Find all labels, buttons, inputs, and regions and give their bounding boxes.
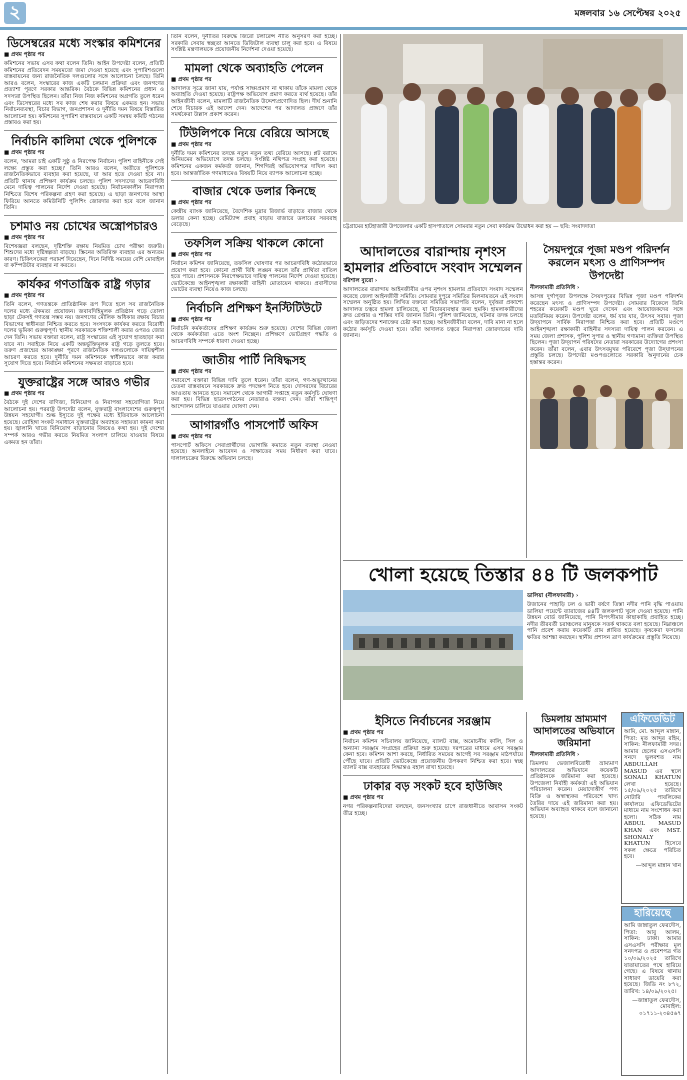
dateline: নীলফামারী প্রতিনিধি ›	[530, 752, 580, 758]
river-photo-image	[343, 590, 523, 700]
group-photo-image	[343, 34, 683, 222]
column-divider	[340, 34, 341, 1074]
puja-photo	[530, 369, 683, 449]
headline-dollar[interactable]: বাজার থেকে ডলার কিনছে	[192, 184, 316, 199]
divider	[171, 180, 337, 181]
river-photo	[343, 590, 523, 700]
article-body: কমিশনের সভায় এসব কথা বলেন তিনি। আইন উপদেষ্টা বলেন, প্রতিটি কমিশনের প্রতিবেদন সময়মতো জমা দেওয়া হয়েছে এবং সুপারিশগুলো বাস্তবায়নের জন্য রাজনৈতিক দলগুলোর সঙ্গে আলোচনা চলছে। তিনি আরও বলেন, সংস্কারের কাজ একটি চলমান প্রক্রিয়া এবং জনগণের প্রত্যাশা পূরণে সরকার আন্তরিক। বৈঠকে বিভিন্ন কমিশনের প্রধান ও সদস্যরা উপস্থিত ছিলেন। তাঁরা নিজ নিজ কমিশনের অগ্রগতি তুলে ধরেন এবং ডিসেম্বরের মধ্যে সব কাজ শেষ করার বিষয়ে একমত হন। সভায় নির্বাচনব্যবস্থা, বিচার বিভাগ, জনপ্রশাসন ও দুর্নীতি দমন বিষয়ে বিস্তারিত আলোচনা হয়। কমিশনের সুপারিশ বাস্তবায়নে একটি সমন্বয় কমিটি গঠনের প্রস্তাবও করা হয়।	[4, 61, 164, 127]
column-divider	[167, 34, 168, 1074]
column-3-lower	[343, 712, 523, 1076]
article-body: বৈঠকে দুই দেশের বাণিজ্য, বিনিয়োগ ও নিরাপত্তা সহযোগিতা নিয়ে আলোচনা হয়। পররাষ্ট্র উপদেষ্টা বলেন, যুক্তরাষ্ট্র বাংলাদেশের গুরুত্বপূর্ণ উন্নয়ন সহযোগী। শুল্ক ইস্যুতে দুই পক্ষের মধ্যে ইতিবাচক আলোচনা হয়েছে। রোহিঙ্গা সংকট সমাধানে যুক্তরাষ্ট্রের অব্যাহত সহায়তা কামনা করা হয়। জ্বালানি খাতে বিনিয়োগ বাড়ানোর বিষয়েও কথা হয়। দুই দেশের সম্পর্ক আরও গভীর করতে নিয়মিত সংলাপ চালিয়ে যাওয়ার বিষয়ে একমত হন তাঁরা।	[4, 400, 164, 446]
article-body: কেন্দ্রীয় ব্যাংক জানিয়েছে, বৈদেশিক মুদ্রার রিজার্ভ বাড়াতে বাজার থেকে ডলার কেনা হচ্ছে। রেমিট্যান্স প্রবাহ বাড়ায় বাজারে ডলারের সরবরাহ বেড়েছে।	[171, 209, 337, 229]
lost-sign: —জান্নাতুল ফেরদৌস, মোবাইল: ০১৭১১-২৩৪৫৬৭	[632, 997, 681, 1017]
article-body: বিশেষজ্ঞরা বলছেন, দৃষ্টিশক্তি রক্ষায় নিয়মিত চোখ পরীক্ষা জরুরি। শিশুদের মধ্যে দৃষ্টিস্বল্পতা বাড়ছে। স্ক্রিনের অতিরিক্ত ব্যবহার এর অন্যতম কারণ। চিকিৎসকেরা পরামর্শ দিয়েছেন, দিনে নির্দিষ্ট সময়ের বেশি মোবাইল বা কম্পিউটার ব্যবহার না করতে।	[4, 243, 164, 270]
article-body: আদালতের বারান্দায় আইনজীবীর ওপর নৃশংস হামলার প্রতিবাদে সংবাদ সম্মেলন করেছে জেলা আইনজীবী সমিতি। সোমবার দুপুরে সমিতির মিলনায়তনে এই সংবাদ সম্মেলন অনুষ্ঠিত হয়। লিখিত বক্তব্যে সমিতির সভাপতি বলেন, দুর্বৃত্তরা প্রকাশ্যে আদালত চত্বরে হামলা চালিয়েছে, যা বিচারব্যবস্থার জন্য হুমকি। হামলাকারীদের দ্রুত গ্রেপ্তার ও শাস্তির দাবি জানান তিনি। পুলিশ জানিয়েছে, ঘটনার তদন্ত চলছে এবং জড়িতদের শনাক্তের চেষ্টা করা হচ্ছে। আইনজীবীরা বলেন, দাবি মানা না হলে কঠোর কর্মসূচি দেওয়া হবে। তাঁরা আদালত চত্বরে নিরাপত্তা জোরদারের দাবি জানান।	[343, 287, 523, 340]
divider	[171, 297, 337, 298]
divider	[171, 57, 337, 58]
dateline: ■ প্রথম পৃষ্ঠার পর	[4, 391, 45, 397]
dateline: ■ প্রথম পৃষ্ঠার পর	[4, 293, 45, 300]
headline-mobile-court[interactable]: ডিমলায় ভ্রাম্যমাণ আদালতের অভিযানে জরিমানা	[533, 714, 615, 749]
section-rule	[343, 560, 683, 561]
article-body: তিনি বলেন, দুর্নীতির বিরুদ্ধে জিরো টলারেন্স নীতি অনুসরণ করা হচ্ছে। সরকারি সেবায় স্বচ্ছতা আনতে ডিজিটাল ব্যবস্থা চালু করা হবে। এ বিষয়ে সংশ্লিষ্ট মন্ত্রণালয়কে প্রয়োজনীয় নির্দেশনা দেওয়া হয়েছে।	[171, 34, 337, 54]
dateline: ■ প্রথম পৃষ্ঠার পর	[171, 76, 212, 83]
dateline: ■ প্রথম পৃষ্ঠার পর	[343, 730, 384, 736]
tista-article	[527, 592, 683, 712]
headline-police[interactable]: নির্বাচনি কালিমা থেকে পুলিশকে	[11, 133, 157, 148]
dateline: ■ প্রথম পৃষ্ঠার পর	[171, 200, 212, 207]
puja-photo-image	[530, 369, 683, 449]
lost-title: হারিয়েছে	[622, 907, 683, 921]
headline-puja-visit[interactable]: সৈয়দপুরে পূজা মণ্ডপ পরিদর্শন করলেন মৎস্য ও প্রাণিসম্পদ উপদেষ্টা	[543, 244, 670, 282]
article-body: তিনি বলেন, গণতন্ত্রকে প্রাতিষ্ঠানিক রূপ দিতে হলে সব রাজনৈতিক দলের মধ্যে ঐকমত্য প্রয়োজন। জবাবদিহিমূলক প্রতিষ্ঠান গড়ে তোলা ছাড়া টেকসই গণতন্ত্র সম্ভব নয়। জনগণের মৌলিক অধিকার রক্ষায় বিচার বিভাগের স্বাধীনতা নিশ্চিত করতে হবে। সংসদকে কার্যকর করতে বিরোধী দলের ভূমিকা গুরুত্বপূর্ণ। স্থানীয় সরকারকে শক্তিশালী করার ওপরও জোর দেন তিনি। সভায় বক্তারা বলেন, রাষ্ট্র সংস্কারের এই সুযোগ হাতছাড়া করা যাবে না। সবাইকে নিয়ে একটি অন্তর্ভুক্তিমূলক রাষ্ট্র গড়ে তুলতে হবে। তরুণ প্রজন্মের আকাঙ্ক্ষা পূরণে রাজনৈতিক দলগুলোকে দায়িত্বশীল আচরণ করতে হবে। দুর্নীতি দমন কমিশনকে স্বাধীনভাবে কাজ করার সুযোগ দিতে হবে। নির্বাচন কমিশনের সক্ষমতা বাড়াতে হবে।	[4, 302, 164, 368]
divider	[4, 130, 164, 131]
article-body: নির্বাচন কমিশন জানিয়েছে, তফসিল ঘোষণার পর আচরণবিধি কঠোরভাবে প্রয়োগ করা হবে। কোনো প্রার্থী বিধি লঙ্ঘন করলে তাঁর প্রার্থিতা বাতিল হতে পারে। প্রশাসনকে নিরপেক্ষভাবে দায়িত্ব পালনের নির্দেশ দেওয়া হয়েছে। ভোটকেন্দ্রে আইনশৃঙ্খলা রক্ষাকারী বাহিনী মোতায়েন থাকবে। প্রবাসীদের ভোটের ব্যবস্থা নিয়েও কাজ চলছে।	[171, 260, 337, 294]
divider	[4, 273, 164, 274]
issue-date: মঙ্গলবার ১৬ সেপ্টেম্বর ২০২৫	[574, 9, 681, 19]
article-body: বলেন, 'আমরা চাই একটি সুষ্ঠু ও নিরপেক্ষ নির্বাচন। পুলিশ বাহিনীকে সেই লক্ষ্যে প্রস্তুত করা হচ্ছে।' তিনি আরও বলেন, অতীতে পুলিশকে রাজনৈতিকভাবে ব্যবহার করা হয়েছে, যা আর হতে দেওয়া হবে না। প্রতিটি থানায় প্রশিক্ষণ কার্যক্রম চলছে। পুলিশ সদস্যদের আচরণবিধি মেনে দায়িত্ব পালনের নির্দেশ দেওয়া হয়েছে। নির্বাচনকালীন নিরাপত্তা নিশ্চিতে বিশেষ পরিকল্পনা গ্রহণ করা হয়েছে। এ ছাড়া জনগণের আস্থা ফিরিয়ে আনতে কমিউনিটি পুলিশিং জোরদার করা হবে বলে জানান তিনি।	[4, 158, 164, 212]
lost-notice-box	[621, 906, 684, 1076]
dateline: ■ প্রথম পৃষ্ঠার পর	[171, 368, 212, 375]
headline-jatiya-party[interactable]: জাতীয় পার্টি নিষিদ্ধসহ	[202, 352, 306, 367]
headline-tista-gates[interactable]: খোলা হয়েছে তিস্তার ৪৪ টি জলকপাট	[368, 564, 658, 586]
divider	[171, 122, 337, 123]
group-photo	[343, 34, 683, 222]
headline-usa[interactable]: যুক্তরাষ্ট্রের সঙ্গে আরও গভীর	[18, 375, 150, 389]
article-body: নির্বাচন কমিশন সচিবালয় জানিয়েছে, ব্যালট বাক্স, অমোচনীয় কালি, সিল ও অন্যান্য সরঞ্জাম সংগ্রহের প্রক্রিয়া শুরু হয়েছে। দরপত্রের মাধ্যমে এসব সরঞ্জাম কেনা হবে। কমিশন আশা করছে, নির্ধারিত সময়ের আগেই সব সরঞ্জাম মাঠপর্যায়ে পৌঁছে যাবে। প্রতিটি ভোটকেন্দ্রে প্রয়োজনীয় উপকরণ নিশ্চিত করা হবে। স্বচ্ছ ব্যালট বাক্স ব্যবহারের সিদ্ধান্তও বহাল রাখা হয়েছে।	[343, 739, 523, 772]
headline-case-acquittal[interactable]: মামলা থেকে অব্যাহতি পেলেন	[184, 60, 324, 75]
affidavit-text: আমি, মো. আব্দুল মান্নান, পিতা: মৃত আব্দুর রহিম, সাকিন: নীলফামারী সদর। আমার ছেলের এসএসসি সনদে ভুলবশত নাম ABDULLAH MASUD এর স্থলে SONALI KHATUN লেখা হয়েছে। ১৫/০৯/২০২৫ তারিখে নোটারি পাবলিকের কার্যালয়ে এফিডেভিটের মাধ্যমে নাম সংশোধন করা হলো। সঠিক নাম ABDUL MASUD KHAN এবং MST. SHONALY KHATUN হিসেবে সকল ক্ষেত্রে পরিচিত হবে।	[624, 729, 681, 861]
divider	[343, 775, 523, 776]
headline-eye[interactable]: চশমাও নয় চোখের অস্ত্রোপচারও	[10, 218, 158, 233]
dateline: ■ প্রথম পৃষ্ঠার পর	[4, 234, 45, 241]
affidavit-sign: —আব্দুল মান্নান খান	[635, 862, 681, 869]
dimla-article	[530, 712, 618, 1076]
column-divider	[526, 712, 527, 1074]
headline-democratic-state[interactable]: কার্যকর গণতান্ত্রিক রাষ্ট্র গড়ার	[17, 277, 151, 292]
lost-text: আমি জান্নাতুল ফেরদৌস, পিতা: আবু আলম, সাকিন: ঢাকা। আমার এসএসসি পরীক্ষার মূল সনদপত্র ও প্রবেশপত্র গত ১০/০৯/২০২৫ তারিখে যাতায়াতের পথে হারিয়ে গেছে। এ বিষয়ে থানায় সাধারণ ডায়েরি করা হয়েছে। জিডি নং ৮৭২, তারিখ: ১৪/০৯/২০২৫।	[624, 923, 681, 995]
headline-reform-commission[interactable]: ডিসেম্বরের মধ্যে সংস্কার কমিশনের	[7, 36, 161, 50]
headline-schedule[interactable]: তফসিল সক্রিয় থাকলে কোনো	[184, 235, 324, 250]
article-body: নগর পরিকল্পনাবিদেরা বলছেন, জনসংখ্যার চাপে রাজধানীতে আবাসন সংকট তীব্র হচ্ছে।	[343, 803, 523, 817]
divider	[171, 414, 337, 415]
dateline: ■ প্রথম পৃষ্ঠার পর	[171, 316, 212, 323]
divider	[171, 349, 337, 350]
headline-tulip[interactable]: টিউলিপকে নিয়ে বেরিয়ে আসছে	[179, 125, 329, 140]
affidavit-box	[621, 712, 684, 904]
headline-training-institute[interactable]: নির্বাচনি প্রশিক্ষণ ইনস্টিটিউটে	[186, 300, 322, 315]
column-divider	[526, 242, 527, 558]
article-body: উজানের পাহাড়ি ঢল ও ভারী বর্ষণে তিস্তা নদীর পানি বৃদ্ধি পাওয়ায় ডালিয়া পয়েন্টে ব্যারাজের ৪৪টি জলকপাট খুলে দেওয়া হয়েছে। পানি উন্নয়ন বোর্ড জানিয়েছে, পানি বিপৎসীমার কাছাকাছি প্রবাহিত হচ্ছে। নদীর তীরবর্তী চরাঞ্চলের মানুষকে সতর্ক থাকতে বলা হয়েছে। নিম্নাঞ্চলে পানি প্রবেশ করায় কয়েকটি গ্রাম প্লাবিত হয়েছে। কৃষকেরা ফসলের ক্ষতির আশঙ্কা করছেন। স্থানীয় প্রশাসন ত্রাণ কার্যক্রমের প্রস্তুতি নিয়েছে।	[527, 602, 683, 641]
column-1	[4, 34, 164, 1076]
article-body: পাসপোর্ট অফিসে সেবাপ্রার্থীদের ভোগান্তি কমাতে নতুন ব্যবস্থা নেওয়া হয়েছে। অনলাইনে আবেদন ও সাক্ষাতের সময় নির্ধারণ করা যাবে। দালালচক্রের বিরুদ্ধে অভিযান চলছে।	[171, 442, 337, 462]
column-4	[530, 242, 683, 558]
headline-ec-equipment[interactable]: ইসিতে নির্বাচনের সরঞ্জাম	[375, 714, 491, 728]
affidavit-title: এফিডেভিট	[622, 713, 683, 727]
dateline: ■ প্রথম পৃষ্ঠার পর	[171, 141, 212, 148]
divider	[171, 232, 337, 233]
divider	[4, 371, 164, 372]
column-3	[343, 242, 523, 562]
dateline: ■ প্রথম পৃষ্ঠার পর	[4, 52, 45, 58]
divider	[4, 215, 164, 216]
dateline: ডালিয়া (নীলফামারী) ›	[527, 593, 579, 599]
dateline: ■ প্রথম পৃষ্ঠার পর	[171, 251, 212, 258]
headline-housing-crisis[interactable]: ঢাকার বড় সংকট হবে হাউজিং	[363, 778, 503, 793]
header-rule	[0, 27, 687, 30]
dateline: নীলফামারী প্রতিনিধি ›	[530, 285, 580, 291]
article-body: ডিমলায় ভেজালবিরোধী ভ্রাম্যমাণ আদালতের অভিযানে কয়েকটি প্রতিষ্ঠানকে জরিমানা করা হয়েছে। উপজেলা নির্বাহী কর্মকর্তা এই অভিযান পরিচালনা করেন। মেয়াদোত্তীর্ণ পণ্য বিক্রি ও অস্বাস্থ্যকর পরিবেশে খাদ্য তৈরির দায়ে এই জরিমানা করা হয়। অভিযান অব্যাহত থাকবে বলে জানানো হয়েছে।	[530, 761, 618, 820]
article-body: সমাবেশে বক্তারা বিভিন্ন দাবি তুলে ধরেন। তাঁরা বলেন, গণ-অভ্যুত্থানের চেতনা বাস্তবায়নে সরকারকে দ্রুত পদক্ষেপ নিতে হবে। দোসরদের বিচারের আওতায় আনতে হবে। সমাবেশ থেকে আগামী সপ্তাহে নতুন কর্মসূচি ঘোষণা করা হয়। বিভিন্ন ছাত্রসংগঠনের নেতারাও বক্তব্য দেন। তাঁরা শান্তিপূর্ণ আন্দোলন চালিয়ে যাওয়ার ঘোষণা দেন।	[171, 377, 337, 411]
article-body: আসন্ন দুর্গাপূজা উপলক্ষে সৈয়দপুরের বিভিন্ন পূজা মণ্ডপ পরিদর্শন করেছেন মৎস্য ও প্রাণিসম্পদ উপদেষ্টা। সোমবার বিকেলে তিনি শহরের কয়েকটি মণ্ডপ ঘুরে দেখেন এবং আয়োজকদের সঙ্গে মতবিনিময় করেন। উপদেষ্টা বলেন, ধর্ম যার যার, উৎসব সবার। পূজা উদ্‌যাপনে সার্বিক নিরাপত্তা নিশ্চিত করা হবে। প্রতিটি মণ্ডপে আইনশৃঙ্খলা রক্ষাকারী বাহিনীর সদস্যরা দায়িত্ব পালন করবেন। এ সময় জেলা প্রশাসক, পুলিশ সুপার ও স্থানীয় গণ্যমান্য ব্যক্তিরা উপস্থিত ছিলেন। পূজা উদ্‌যাপন পরিষদের নেতারা সরকারের উদ্যোগের প্রশংসা করেন। তাঁরা বলেন, এবার উৎসবমুখর পরিবেশে পূজা উদ্‌যাপনের প্রস্তুতি চলছে। উপদেষ্টা মণ্ডপগুলোতে সরকারি অনুদানের চেক হস্তান্তর করেন।	[530, 294, 683, 366]
article-body: আদালত সূত্রে জানা যায়, পর্যাপ্ত সাক্ষ্যপ্রমাণ না থাকায় তাঁকে মামলা থেকে অব্যাহতি দেওয়া হয়েছে। রাষ্ট্রপক্ষ অভিযোগ প্রমাণ করতে ব্যর্থ হয়েছে। তাঁর আইনজীবী বলেন, মামলাটি রাজনৈতিক উদ্দেশ্যপ্রণোদিত ছিল। দীর্ঘ শুনানি শেষে বিচারক এই আদেশ দেন। আদেশের পর আদালত প্রাঙ্গণে তাঁর সমর্থকেরা উল্লাস প্রকাশ করেন।	[171, 85, 337, 119]
dateline: ■ প্রথম পৃষ্ঠার পর	[171, 433, 212, 440]
page-number: ২	[4, 2, 26, 24]
dateline: ■ প্রথম পৃষ্ঠার পর	[4, 149, 45, 156]
article-body: নির্বাচনি কর্মকর্তাদের প্রশিক্ষণ কার্যক্রম শুরু হয়েছে। দেশের বিভিন্ন জেলা থেকে কর্মকর্তারা এতে অংশ নিচ্ছেন। প্রশিক্ষণে ভোটগ্রহণ পদ্ধতি ও আচরণবিধি সম্পর্কে ধারণা দেওয়া হচ্ছে।	[171, 325, 337, 346]
photo-caption: চট্টগ্রামের হাটহাজারী উপজেলার একটি হাসপাতালে সোমবার নতুন সেবা কার্যক্রম উদ্বোধন করা হয় — ছবি: সংবাদদাতা	[343, 224, 595, 230]
column-2	[171, 34, 337, 1076]
article-body: দুর্নীতি দমন কমিশনের তদন্তে নতুন নতুন তথ্য বেরিয়ে আসছে। প্লট বরাদ্দে অনিয়মের অভিযোগে তদন্ত চলছে। সংশ্লিষ্ট নথিপত্র সংগ্রহ করা হয়েছে। কমিশনের একজন কর্মকর্তা জানান, শিগগিরই অভিযোগপত্র দাখিল করা হবে। আন্তর্জাতিক গণমাধ্যমেও বিষয়টি নিয়ে ব্যাপক আলোচনা হচ্ছে।	[171, 150, 337, 177]
headline-court-attack[interactable]: আদালতের বারান্দায় নৃশংস হামলার প্রতিবাদে সংবাদ সম্মেলন	[344, 244, 522, 276]
headline-passport-office[interactable]: আগারগাঁও পাসপোর্ট অফিস	[190, 417, 318, 432]
dateline: ■ প্রথম পৃষ্ঠার পর	[343, 794, 384, 801]
dateline: বরিশাল ব্যুরো ›	[343, 278, 378, 284]
